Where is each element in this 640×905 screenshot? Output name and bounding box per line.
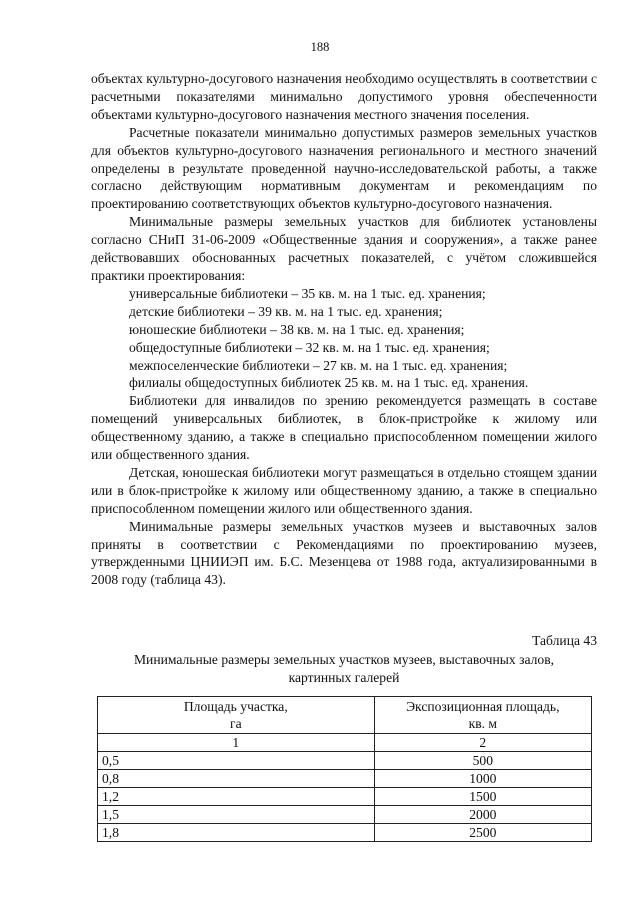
table-row (98, 806, 592, 824)
table-row (98, 788, 592, 806)
area-cell: 0,5 (98, 752, 375, 770)
table-title-line: Минимальные размеры земельных участков музеев, выставочных залов, (133, 652, 555, 667)
table-title (91, 651, 597, 687)
table-row (98, 752, 592, 770)
table-row (98, 824, 592, 842)
list-item: юношеские библиотеки – 38 кв. м. на 1 тыс. ед. хранения; (129, 321, 465, 337)
area-cell: 0,8 (98, 770, 375, 788)
column-number: 2 (374, 734, 591, 752)
table-header-exposition: Экспозиционная площадь, кв. м (374, 697, 591, 734)
list-item: межпоселенческие библиотеки – 27 кв. м. на 1 тыс. ед. хранения; (129, 357, 508, 373)
area-cell: 1,5 (98, 806, 375, 824)
paragraph: Детская, юношеская библиотеки могут размещаться в отдельно стоящем здании или в блок-пристройке к жилому или общественному зданию, а также в специально приспособленном помещении жилого или общественного здания. (91, 464, 597, 516)
library-norms-list (91, 285, 597, 392)
body-text (91, 70, 597, 589)
exposition-cell: 2000 (374, 806, 591, 824)
column-number: 1 (98, 734, 375, 752)
area-cell: 1,8 (98, 824, 375, 842)
exposition-cell: 1000 (374, 770, 591, 788)
table-header-row (98, 697, 592, 734)
table-title-line: картинных галерей (288, 670, 400, 685)
table-header-area: Площадь участка, га (98, 697, 375, 734)
area-cell: 1,2 (98, 788, 375, 806)
list-item: общедоступные библиотеки – 32 кв. м. на 1 тыс. ед. хранения; (129, 339, 490, 355)
paragraph: объектах культурно-досугового назначения необходимо осуществлять в соответствии с расчетными показателями минимально допустимого уровня обеспеченности объектами культурно-досугового назначения местного значения поселения. (91, 71, 597, 122)
table-row (98, 770, 592, 788)
list-item: филиалы общедоступных библиотек 25 кв. м. на 1 тыс. ед. хранения. (129, 375, 529, 391)
list-item: универсальные библиотеки – 35 кв. м. на 1 тыс. ед. хранения; (129, 285, 486, 301)
paragraph: Расчетные показатели минимально допустимых размеров земельных участков для объектов культурно-досугового назначения регионального и местного значений определены в результате проведенной научно-исследовательской работы, а также согласно действующим нормативным документам и рекомендациям по проектированию соответствующих объектов культурно-досугового назначения. (91, 124, 597, 212)
paragraph: Минимальные размеры земельных участков музеев и выставочных залов приняты в соответствии с Рекомендациями по проектированию музеев, утвержденными ЦНИИЭП им. Б.С. Мезенцева от 1988 года, актуализированными в 2008 году (таблица 43). (91, 518, 597, 588)
museum-land-table (97, 696, 592, 842)
list-item: детские библиотеки – 39 кв. м. на 1 тыс. ед. хранения; (129, 303, 443, 319)
exposition-cell: 1500 (374, 788, 591, 806)
paragraph: Библиотеки для инвалидов по зрению рекомендуется размещать в составе помещений универсальных библиотек, в блок-пристройке к жилому или общественному зданию, а также в специально приспособленном помещении жилого или общественного здания. (91, 393, 597, 463)
exposition-cell: 2500 (374, 824, 591, 842)
exposition-cell: 500 (374, 752, 591, 770)
page-number: 188 (310, 40, 330, 54)
table-label: Таблица 43 (532, 633, 597, 648)
table-column-number-row (98, 734, 592, 752)
paragraph: Минимальные размеры земельных участков для библиотек установлены согласно СНиП 31-06-2009 «Общественные здания и сооружения», а также ранее действовавших обоснованных расчетных показателей, с учётом сложившейся практики проектирования: (91, 214, 597, 283)
